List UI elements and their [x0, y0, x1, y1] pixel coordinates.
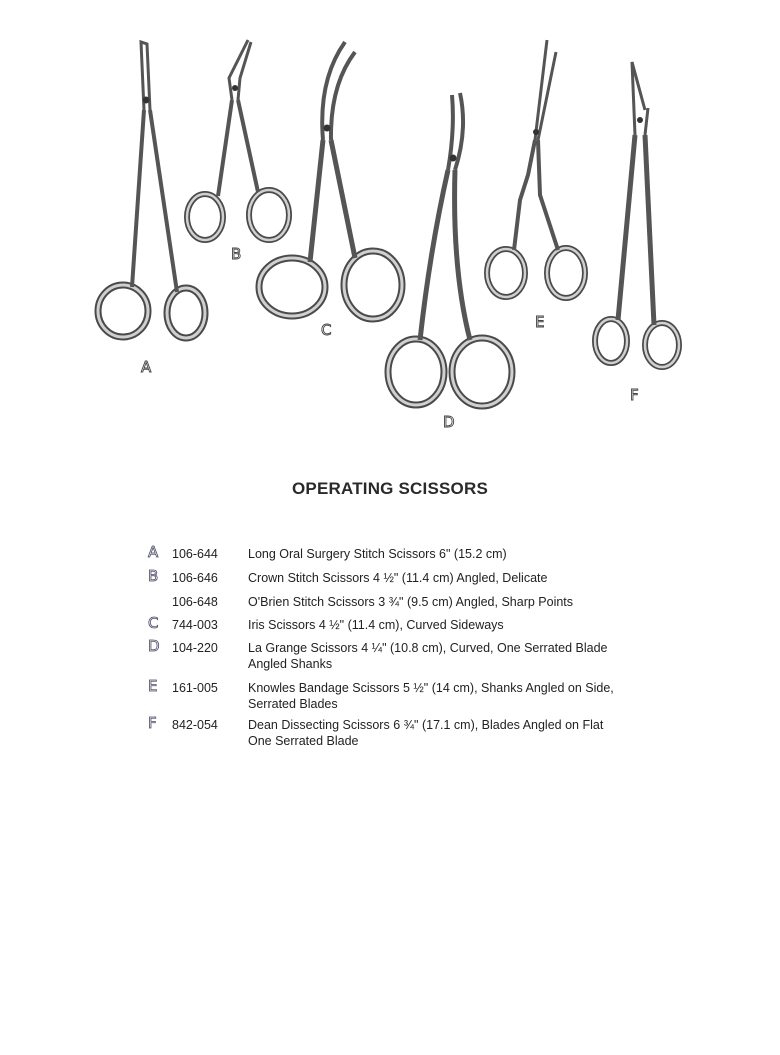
- item-description: [248, 594, 668, 610]
- item-description-line: O'Brien Stitch Scissors 3 ¾" (9.5 cm) Angled, Sharp Points: [248, 595, 574, 609]
- item-letter: E: [148, 677, 158, 695]
- item-code: 106-644: [172, 547, 218, 561]
- scissors-e: [487, 40, 585, 298]
- item-letter: B: [148, 567, 159, 585]
- item-description: [248, 680, 668, 712]
- item-description: [248, 640, 668, 672]
- scissors-f: [595, 62, 679, 367]
- figure-label-f: F: [630, 386, 639, 404]
- item-code: 106-648: [172, 595, 218, 609]
- item-description-line: Long Oral Surgery Stitch Scissors 6" (15.2 cm): [248, 547, 507, 561]
- figure-label-e: E: [535, 313, 545, 331]
- item-code: 744-003: [172, 618, 218, 632]
- item-description-line: Iris Scissors 4 ½" (11.4 cm), Curved Sideways: [248, 618, 504, 632]
- item-code: 161-005: [172, 681, 218, 695]
- item-description: [248, 570, 668, 586]
- item-letter: C: [148, 614, 159, 632]
- item-code: 106-646: [172, 571, 218, 585]
- item-description-line: One Serrated Blade: [248, 734, 359, 748]
- item-description-line: Knowles Bandage Scissors 5 ½" (14 cm), Shanks Angled on Side,: [248, 681, 614, 695]
- item-description-line: Angled Shanks: [248, 657, 333, 671]
- item-letter: D: [148, 637, 160, 655]
- figure-label-b: B: [231, 245, 242, 263]
- scissors-c: [259, 42, 402, 319]
- item-code: 104-220: [172, 641, 218, 655]
- item-description: [248, 617, 668, 633]
- figure-label-a: A: [141, 358, 152, 376]
- item-description: [248, 546, 668, 562]
- item-letter: A: [148, 543, 159, 561]
- item-description-line: Dean Dissecting Scissors 6 ¾" (17.1 cm), Blades Angled on Flat: [248, 718, 604, 732]
- figure-label-c: C: [321, 321, 332, 339]
- item-description-line: Crown Stitch Scissors 4 ½" (11.4 cm) Angled, Delicate: [248, 571, 548, 585]
- item-description-line: Serrated Blades: [248, 697, 338, 711]
- item-description: [248, 717, 668, 749]
- item-letter: F: [148, 714, 157, 732]
- scissors-illustration: [0, 0, 780, 440]
- scissors-b: [187, 40, 289, 240]
- scissors-a: [98, 42, 205, 338]
- scissors-d: [388, 93, 512, 406]
- item-description-line: La Grange Scissors 4 ¼" (10.8 cm), Curved, One Serrated Blade: [248, 641, 608, 655]
- figure-label-d: D: [443, 413, 455, 431]
- item-code: 842-054: [172, 718, 218, 732]
- page-title: OPERATING SCISSORS: [292, 479, 488, 498]
